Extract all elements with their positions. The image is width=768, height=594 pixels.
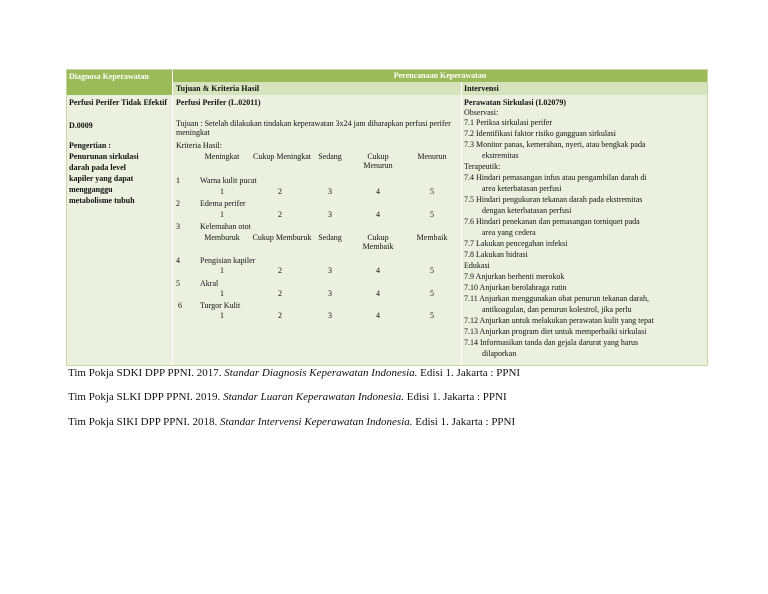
intervention-item: 7.13 Anjurkan program diet untuk memperbaiki sirkulasi bbox=[464, 327, 647, 336]
intervention-item: 7.4 Hindari pemasangan infus atau pengambilan darah di bbox=[464, 173, 647, 182]
criteria-item-num: 5 bbox=[176, 279, 180, 288]
diagnosis-code: D.0009 bbox=[69, 121, 93, 130]
criteria-item-label: Edema perifer bbox=[200, 199, 246, 208]
outcome-title: Perfusi Perifer (L.02011) bbox=[176, 98, 261, 107]
intervention-title: Perawatan Sirkulasi (I.02079) bbox=[464, 98, 566, 107]
intervention-item: dilaporkan bbox=[482, 349, 517, 358]
criteria-item-label: Pengisian kapiler bbox=[200, 256, 256, 265]
intervention-item: antikoagulan, dan penurun kolestrol, jika perlu bbox=[482, 305, 632, 314]
scale-b-label: Cukup Membaik bbox=[362, 233, 394, 251]
intervention-item: 7.3 Monitor panas, kemerahan, nyeri, atau bengkak pada bbox=[464, 140, 646, 149]
score: 1 bbox=[220, 210, 224, 219]
score: 4 bbox=[376, 311, 380, 320]
intervention-item: ekstremitas bbox=[482, 151, 519, 160]
header-diagnosis-label: Diagnosa Keperawatan bbox=[69, 72, 149, 81]
reference-sdki: Tim Pokja SDKI DPP PPNI. 2017. Standar Diagnosis Keperawatan Indonesia. Edisi 1. Jakarta : PPNI bbox=[68, 367, 521, 379]
reference-siki: Tim Pokja SIKI DPP PPNI. 2018. Standar Intervensi Keperawatan Indonesia. Edisi 1. Jakarta : PPNI bbox=[68, 416, 516, 428]
intervention-item: 7.9 Anjurkan berhenti merokok bbox=[464, 272, 565, 281]
intervention-item: 7.8 Lakukan hidrasi bbox=[464, 250, 528, 259]
intervention-item: 7.11 Anjurkan menggunakan obat penurun tekanan darah, bbox=[464, 294, 649, 303]
score: 5 bbox=[430, 187, 434, 196]
score: 2 bbox=[278, 210, 282, 219]
intervention-item: 7.10 Anjurkan berolahraga rutin bbox=[464, 283, 567, 292]
score: 3 bbox=[328, 210, 332, 219]
scale-b-label: Sedang bbox=[318, 233, 342, 242]
score: 2 bbox=[278, 289, 282, 298]
intervention-item: 7.1 Periksa sirkulasi perifer bbox=[464, 118, 552, 127]
intervention-item: 7.5 Hindari pengukuran tekanan darah pada ekstremitas bbox=[464, 195, 643, 204]
score: 2 bbox=[278, 266, 282, 275]
score: 3 bbox=[328, 187, 332, 196]
intervention-item: dengan keterbatasan perfusi bbox=[482, 206, 572, 215]
score: 3 bbox=[328, 266, 332, 275]
score: 4 bbox=[376, 187, 380, 196]
reference-slki: Tim Pokja SLKI DPP PPNI. 2019. Standar Luaran Keperawatan Indonesia. Edisi 1. Jakarta : PPNI bbox=[68, 391, 507, 403]
intervention-item: 7.6 Hindari penekanan dan pemasangan torniquet pada bbox=[464, 217, 640, 226]
score: 5 bbox=[430, 266, 434, 275]
column-divider-2 bbox=[461, 82, 462, 365]
criteria-item-label: Warna kulit pucat bbox=[200, 176, 257, 185]
score: 4 bbox=[376, 289, 380, 298]
score: 5 bbox=[430, 210, 434, 219]
scale-a-label: Cukup Menurun bbox=[363, 152, 393, 170]
criteria-item-num: 3 bbox=[176, 222, 180, 231]
column-divider-1 bbox=[172, 70, 173, 365]
header-diagnosis bbox=[67, 70, 172, 95]
criteria-label: Kriteria Hasil: bbox=[176, 141, 222, 150]
definition-line: Penurunan sirkulasi bbox=[69, 152, 139, 161]
score: 3 bbox=[328, 311, 332, 320]
criteria-item-num: 4 bbox=[176, 256, 180, 265]
score: 2 bbox=[278, 311, 282, 320]
score: 4 bbox=[376, 210, 380, 219]
diagnosis-title: Perfusi Perifer Tidak Efektif bbox=[69, 98, 167, 107]
scale-b-label: Memburuk bbox=[204, 233, 240, 242]
score: 5 bbox=[430, 289, 434, 298]
scale-a-label: Menurun bbox=[417, 152, 447, 161]
criteria-item-label: Turgor Kulit bbox=[200, 301, 241, 310]
criteria-item-num: 6 bbox=[178, 301, 182, 310]
section-edukasi: Edukasi bbox=[464, 261, 490, 270]
intervention-item: 7.12 Anjurkan untuk melakukan perawatan kulit yang tepat bbox=[464, 316, 654, 325]
definition-line: mengganggu bbox=[69, 185, 113, 194]
criteria-item-num: 2 bbox=[176, 199, 180, 208]
header-intervention: Intervensi bbox=[464, 84, 499, 93]
intervention-item: 7.2 Identifikasi faktor risiko gangguan sirkulasi bbox=[464, 129, 616, 138]
definition-line: darah pada level bbox=[69, 163, 126, 172]
score: 2 bbox=[278, 187, 282, 196]
scale-b-label: Cukup Memburuk bbox=[252, 233, 312, 242]
definition-label: Pengertian : bbox=[69, 141, 111, 150]
score: 1 bbox=[220, 266, 224, 275]
criteria-item-label: Kelemahan otot bbox=[200, 222, 251, 231]
intervention-item: area keterbatasan perfusi bbox=[482, 184, 562, 193]
header-plan-label: Perencanaan Keperawatan bbox=[393, 71, 487, 80]
scale-a-label: Meningkat bbox=[204, 152, 240, 161]
header-outcome: Tujuan & Kriteria Hasil bbox=[176, 84, 260, 93]
intervention-item: 7.7 Lakukan pencegahan infeksi bbox=[464, 239, 568, 248]
nursing-care-table bbox=[66, 69, 708, 366]
scale-a-label: Sedang bbox=[318, 152, 342, 161]
score: 1 bbox=[220, 187, 224, 196]
section-terapeutik: Terapeutik: bbox=[464, 162, 501, 171]
criteria-item-label: Akral bbox=[200, 279, 219, 288]
criteria-item-num: 1 bbox=[176, 176, 180, 185]
score: 5 bbox=[430, 311, 434, 320]
intervention-item: area yang cedera bbox=[482, 228, 536, 237]
outcome-goal: Tujuan : Setelah dilakukan tindakan keperawatan 3x24 jam diharapkan perfusi perifer meningkat bbox=[176, 119, 451, 137]
header-plan bbox=[173, 70, 707, 82]
score: 4 bbox=[376, 266, 380, 275]
score: 1 bbox=[220, 289, 224, 298]
definition-line: metabolisme tubuh bbox=[69, 196, 135, 205]
intervention-item: 7.14 Informasikan tanda dan gejala darurat yang harus bbox=[464, 338, 639, 347]
score: 1 bbox=[220, 311, 224, 320]
definition-line: kapiler yang dapat bbox=[69, 174, 134, 183]
section-observasi: Observasi: bbox=[464, 108, 499, 117]
scale-b-label: Membaik bbox=[416, 233, 448, 242]
scale-a-label: Cukup Meningkat bbox=[253, 152, 311, 161]
score: 3 bbox=[328, 289, 332, 298]
